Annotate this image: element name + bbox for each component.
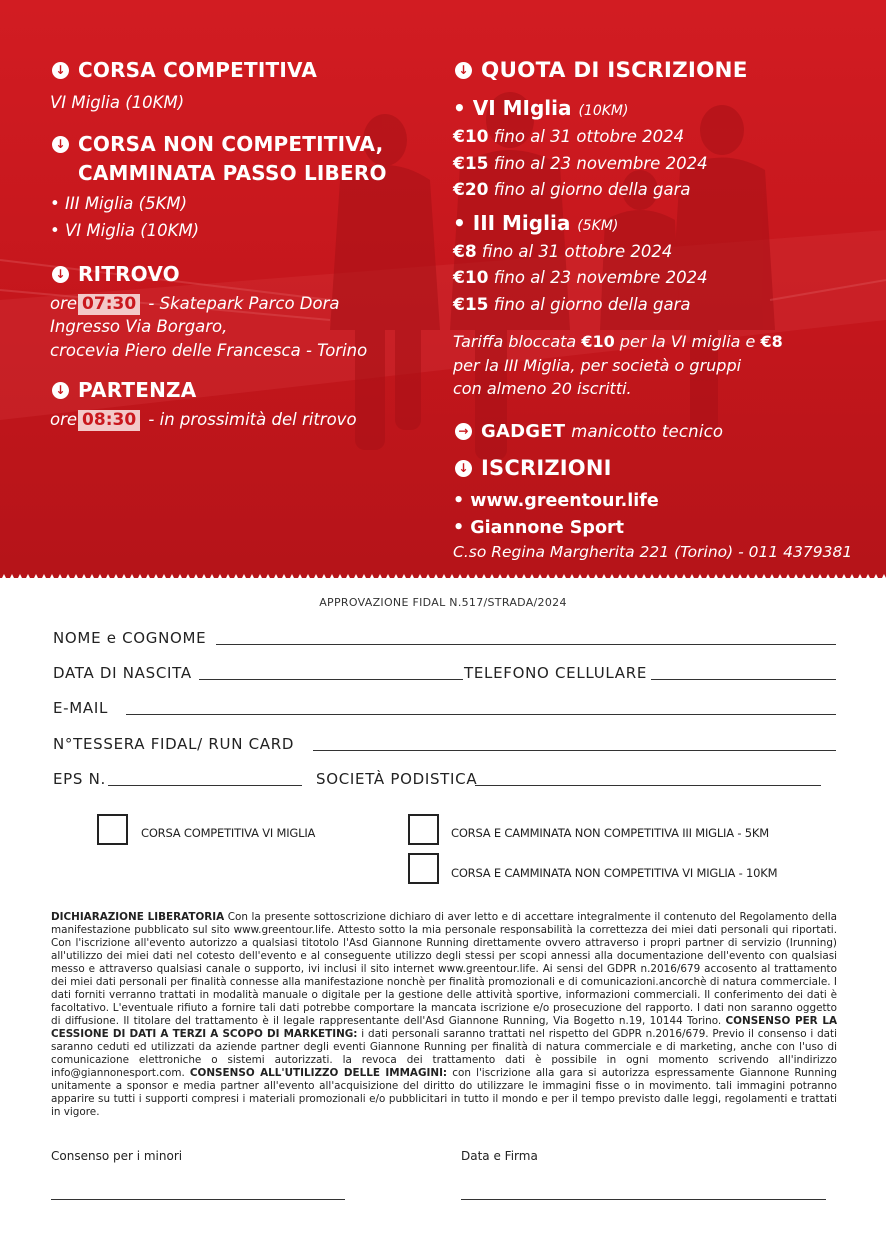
event-info-banner — [0, 0, 886, 582]
circle-arrow-down-icon: ↓ — [52, 266, 69, 283]
societa-label: SOCIETÀ PODISTICA — [316, 770, 478, 788]
checkbox-non-competitiva-vi-miglia-label: CORSA E CAMMINATA NON COMPETITIVA VI MIGLIA - 10KM — [451, 866, 778, 880]
data-nascita-label: DATA DI NASCITA — [53, 664, 192, 682]
telefono-label: TELEFONO CELLULARE — [464, 664, 648, 682]
circle-arrow-down-icon: ↓ — [52, 382, 69, 399]
email-label: E-MAIL — [53, 699, 109, 717]
tariffa-bloccata-text: Tariffa bloccata €10 per la VI miglia e €8 per la III Miglia, per società o gruppi con almeno 20 iscritti. — [453, 332, 783, 398]
societa-field[interactable] — [475, 785, 821, 786]
vi-miglia-price-title: • VI MIglia (10KM) — [453, 96, 629, 120]
corsa-competitiva-distance: VI Miglia (10KM) — [50, 93, 185, 112]
price-row: €15 fino al giorno della gara — [453, 294, 691, 315]
checkbox-non-competitiva-iii-miglia[interactable] — [408, 814, 439, 845]
circle-arrow-down-icon: ↓ — [455, 460, 472, 477]
section-partenza-heading: ↓ PARTENZA — [50, 376, 430, 405]
section-quota-heading: ↓ QUOTA DI ISCRIZIONE — [453, 56, 873, 85]
section-corsa-competitiva-heading: ↓ CORSA COMPETITIVA — [50, 56, 430, 85]
checkbox-competitiva-vi-miglia-label: CORSA COMPETITIVA VI MIGLIA — [141, 826, 316, 840]
ritrovo-time-badge: 07:30 — [78, 294, 140, 315]
left-column — [50, 56, 430, 432]
circle-arrow-down-icon: ↓ — [52, 136, 69, 153]
consenso-minori-signature-field[interactable] — [51, 1199, 345, 1200]
section-non-competitiva-heading: ↓ CORSA NON COMPETITIVA, CAMMINATA PASSO LIBERO — [50, 130, 430, 188]
section-ritrovo-heading: ↓ RITROVO — [50, 260, 430, 289]
fidal-approval: APPROVAZIONE FIDAL N.517/STRADA/2024 — [319, 596, 567, 609]
eps-field[interactable] — [108, 785, 302, 786]
non-competitiva-item: • III Miglia (5KM) — [50, 193, 188, 213]
circle-arrow-down-icon: ↓ — [52, 62, 69, 79]
iscrizioni-website-link[interactable]: • www.greentour.life — [453, 490, 659, 511]
tessera-label: N°TESSERA FIDAL/ RUN CARD — [53, 735, 295, 753]
section-iscrizioni-heading: ↓ ISCRIZIONI — [453, 454, 873, 483]
iscrizioni-shop: • Giannone Sport — [453, 517, 624, 538]
consenso-minori-label: Consenso per i minori — [51, 1149, 183, 1163]
data-firma-signature-field[interactable] — [461, 1199, 826, 1200]
data-nascita-field[interactable] — [199, 679, 463, 680]
dichiarazione-liberatoria: DICHIARAZIONE LIBERATORIA Con la presente sottoscrizione dichiaro di aver letto e di accettare integralmente il contenuto del Regolamento della manifestazione pubblicato sul sito www.greentour.life. Attesto sotto la mia personale responsabilità la correttezza dei miei dati personali qui riportati. Con l'iscrizione all'evento autorizzo a qualsiasi titotolo l'Asd Giannone Running direttamente ovvero attraverso i propri partner di servizio (Irunning) all'utilizzo dei miei dati nel cotesto dell'evento e al conseguente utilizzo degli stessi per scopi annessi alla documentazione dell'evento con qualsiasi messo e attraverso qualsiasi canale o supporto, ivi inclusi il sito internet www.greentour.life. Ai sensi del GDPR n.2016/679 accosento al trattamento dei miei dati personali per finalità connesse alla manifestazione nonchè per finalità promozionali e di comunicazioni.ancorchè di natura commerciale. I dati forniti verranno trattati in modalità manuale o digitale per la gestione delle attività sportive, informazioni commerciali. Il conferimento dei dati è facoltativo. L'eventuale rifiuto a fornire tali dati potrebbe comportare la mancata iscrizione e/o prosecuzione del rapporto. I dati non saranno oggetto di diffusione. Il titolare del trattamento è il legale rappresentante dell'Asd Giannone Running, Via Bogetto n.19, 10144 Torino. CONSENSO PER LA CESSIONE DI DATI A TERZI A SCOPO DI MARKETING: i dati personali saranno trattati nel rispetto del GDPR n.2016/679. Previo il consenso i dati saranno ceduti ed utilizzati da aziende partner degli eventi Giannone Running per finalità di natura commerciale e di marketing, anche con l'uso di comunicazione elettroniche o sistemi autorizzati. la revoca dei trattamento dati è possibile in ogni momento scrivendo all'indirizzo info@giannonesport.com. CONSENSO ALL'UTILIZZO DELLE IMMAGINI: con l'iscrizione alla gara si autorizza espressamente Giannone Running unitamente a sponsor e media partner all'evento all'acquisizione del diritto do utilizzare le immagini fisse o in movimento. tali immagini potranno apparire su tutti i supporti compresi i materiali promozionali e/o pubblicitari in tutto il mondo e per il tempo previsto dalle leggi, regolamenti e trattati in vigore. — [51, 911, 838, 1118]
price-row: €15 fino al 23 novembre 2024 — [453, 153, 708, 174]
circle-arrow-right-icon: → — [455, 423, 472, 440]
checkbox-non-competitiva-vi-miglia[interactable] — [408, 853, 439, 884]
section-gadget: → GADGET manicotto tecnico — [453, 417, 873, 446]
non-competitiva-item: • VI Miglia (10KM) — [50, 221, 200, 240]
price-row: €10 fino al 23 novembre 2024 — [453, 268, 708, 288]
checkbox-competitiva-vi-miglia[interactable] — [97, 814, 128, 845]
price-row: €10 fino al 31 ottobre 2024 — [453, 127, 685, 147]
registration-form — [0, 582, 886, 1252]
nome-cognome-label: NOME e COGNOME — [53, 629, 207, 647]
checkbox-non-competitiva-iii-miglia-label: CORSA E CAMMINATA NON COMPETITIVA III MIGLIA - 5KM — [451, 826, 769, 840]
circle-arrow-down-icon: ↓ — [455, 62, 472, 79]
nome-cognome-field[interactable] — [216, 644, 836, 645]
iii-miglia-price-title: • III Miglia (5KM) — [453, 210, 619, 235]
email-field[interactable] — [126, 714, 836, 715]
data-firma-label: Data e Firma — [461, 1149, 538, 1163]
ritrovo-details: ore 07:30 - Skatepark Parco Dora Ingresso Via Borgaro, crocevia Piero delle Francesca - Torino — [50, 293, 368, 360]
shop-address: C.so Regina Margherita 221 (Torino) - 011 4379381 — [453, 542, 853, 561]
partenza-time-badge: 08:30 — [78, 410, 140, 431]
partenza-details: ore 08:30 - in prossimità del ritrovo — [50, 410, 357, 430]
telefono-field[interactable] — [651, 679, 836, 680]
tessera-field[interactable] — [313, 750, 836, 751]
price-row: €8 fino al 31 ottobre 2024 — [453, 241, 673, 262]
eps-label: EPS N. — [53, 770, 107, 788]
price-row: €20 fino al giorno della gara — [453, 180, 691, 200]
right-column — [453, 56, 873, 564]
